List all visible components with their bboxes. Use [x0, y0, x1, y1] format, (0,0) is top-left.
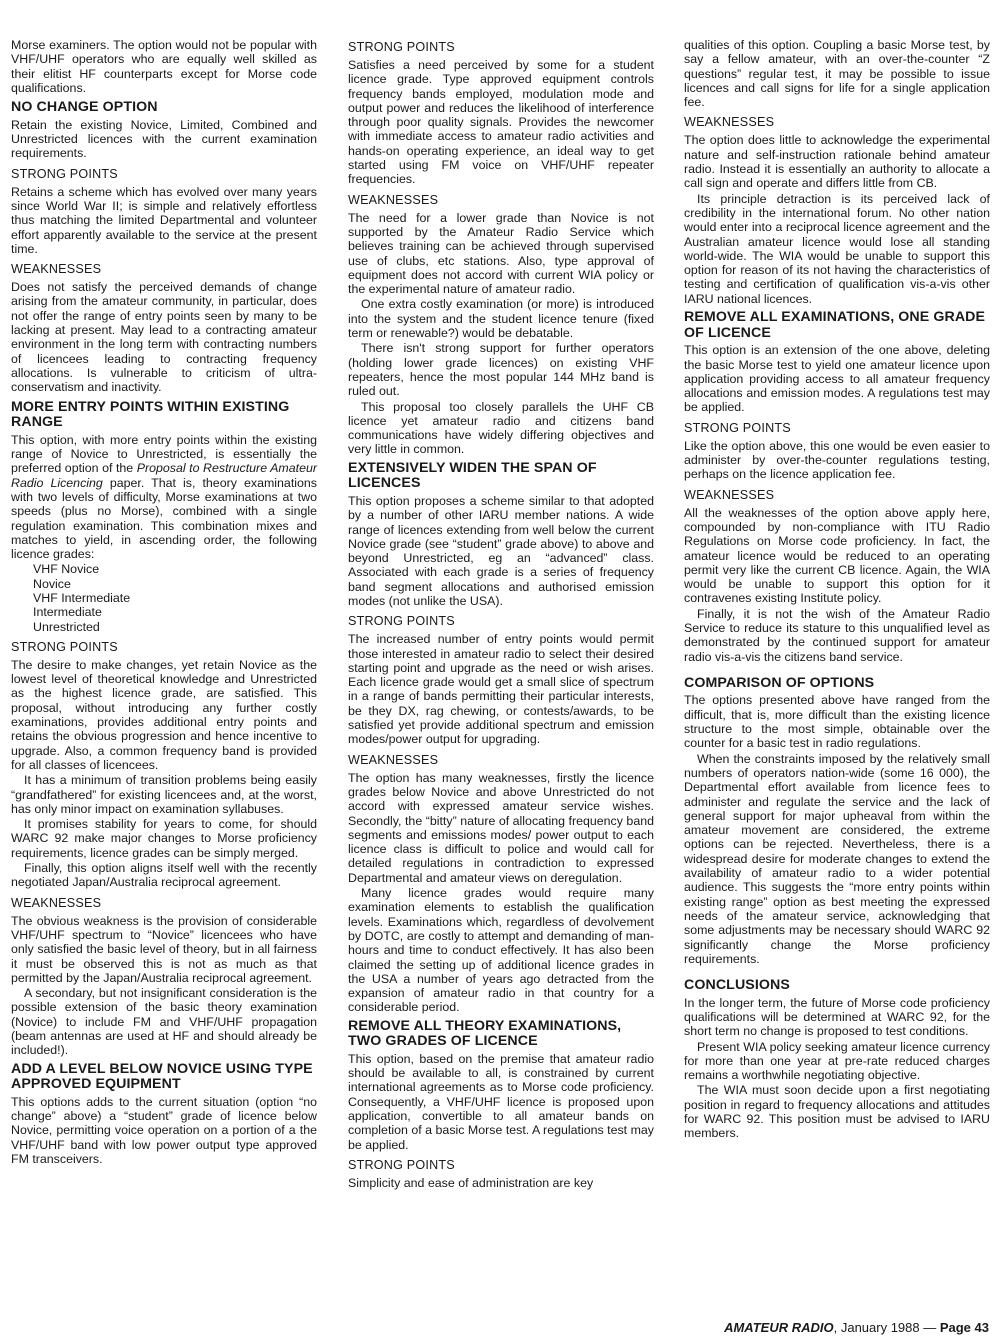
paragraph: Like the option above, this one would be even easier to administer by over-the-counter regulations testing, perhaps on the licence application fee.	[684, 438, 990, 482]
paragraph: Finally, this option aligns itself well with the recently negotiated Japan/Australia reciprocal agreement.	[11, 861, 317, 890]
paragraph: In the longer term, the future of Morse code proficiency qualifications will be determined at WARC 92, for the short term no change is proposed to test conditions.	[684, 995, 990, 1039]
paragraph: Retain the existing Novice, Limited, Combined and Unrestricted licences with the current examination requirements.	[11, 117, 317, 161]
column-1	[11, 38, 317, 1171]
paper-title: Proposal to Restructure Amateur Radio Licencing	[11, 461, 317, 490]
section-heading: REMOVE ALL THEORY EXAMINATIONS, TWO GRADES OF LICENCE	[348, 1017, 622, 1050]
paragraph: Finally, it is not the wish of the Amateur Radio Service to reduce its stature to this unqualified level as demonstrated by the continued support for amateur radio vis-a-vis the citizens band service.	[684, 606, 990, 664]
paragraph: There isn't strong support for further operators (holding lower grade licences) on existing VHF repeaters, hence the most popular 144 MHz band is ruled out.	[348, 341, 654, 399]
text-run: paper. That is, theory examinations with two levels of difficulty, Morse examinations at two speeds (plus no Morse), combined with a single regulation examination. This combination mixes and matches to yield, in ascending order, the following licence grades:	[11, 475, 317, 562]
paragraph: The need for a lower grade than Novice is not supported by the Amateur Radio Service which believes training can be achieved through supervised use of clubs, etc stations. Also, type approval of equipment does not accord with current WIA policy or the experimental nature of amateur radio.	[348, 210, 654, 297]
page-number: Page 43	[939, 1320, 989, 1335]
paragraph: The increased number of entry points would permit those interested in amateur radio to select their desired starting point and upgrade as the need or wish arises. Each licence grade would get a small slice of spectrum in a range of bands permitting their particular interests, be they DX, rag chewing, or contests/awards, to be satisfied yet provide additional spectrum and emission modes/power output for upgrading.	[348, 632, 654, 747]
paragraph: It promises stability for years to come, for should WARC 92 make major changes to Morse proficiency requirements, licence grades can be simply merged.	[11, 817, 317, 860]
section-heading: REMOVE ALL EXAMINATIONS, ONE GRADE OF LICENCE	[684, 309, 986, 341]
paragraph: qualities of this option. Coupling a basic Morse test, by say a fellow amateur, with an over-the-counter “Z questions” regular test, it may be possible to issue licences and call signs for life for a single application fee.	[684, 38, 990, 110]
subheading-weaknesses: WEAKNESSES	[684, 487, 775, 502]
paragraph: This option proposes a scheme similar to that adopted by a number of other IARU member nations. A wide range of licences extending from well below the current Novice grade (see “student” grade above) to above and beyond Unrestricted, eg an “advanced” class. Associated with each grade is a series of frequency band segment allocations and authorised emission modes (not unlike the USA).	[348, 493, 654, 608]
paragraph: This option is an extension of the one above, deleting the basic Morse test to yield one amateur licence upon application providing access to all amateur frequency allocations and emission modes. A regulations test may be applied.	[684, 343, 990, 415]
subheading-strong-points: STRONG POINTS	[11, 639, 118, 654]
subheading-weaknesses: WEAKNESSES	[11, 262, 102, 277]
paragraph: Its principle detraction is its perceived lack of credibility in the international forum. No other nation would enter into a reciprocal licence agreement and the Australian amateur licence would lose all standing world-wide. The WIA would be unable to support this option for reason of its not having the characteristics of testing and certification of qualification vis-a-vis other IARU national licences.	[684, 191, 990, 306]
paragraph: The desire to make changes, yet retain Novice as the lowest level of theoretical knowledge and Unrestricted as the highest licence grade, are satisfied. This proposal, without introducing any further costly examinations, provides additional entry points and retains the obvious progression and hence incentive to upgrade. Also, a common frequency band is provided for all classes of licencees.	[11, 657, 317, 772]
paragraph: This proposal too closely parallels the UHF CB licence yet amateur radio and citizens band communications have widely differing objectives and very little in common.	[348, 399, 654, 457]
subheading-weaknesses: WEAKNESSES	[684, 115, 775, 130]
paragraph: This options adds to the current situation (option “no change” above) a “student” grade of licence below Novice, permitting voice operation on a portion of a the VHF/UHF band with low power output type approved FM transceivers.	[11, 1094, 317, 1166]
paragraph: Satisfies a need perceived by some for a student licence grade. Type approved equipment controls frequency bands employed, modulation mode and output power and reduces the likelihood of interference through poor quality signals. Provides the newcomer with immediate access to amateur radio activities and hands-on operating experience, an ideal way to get started using FM voice on VHF/UHF repeater frequencies.	[348, 58, 654, 187]
paragraph: Present WIA policy seeking amateur licence currency for more than one year at pre-rate reduced charges remains a worthwhile negotiating objective.	[684, 1039, 990, 1083]
paragraph: All the weaknesses of the option above apply here, compounded by non-compliance with ITU Radio Regulations on Morse code proficiency. In fact, the amateur licence would be reduced to an operating permit very like the current CB licence. Again, the WIA would be unable to support this option for it contravenes existing Institute policy.	[684, 505, 990, 606]
paragraph: It has a minimum of transition problems being easily “grandfathered” for existing licencees and, at the worst, has only minor impact on examination syllabuses.	[11, 773, 317, 816]
subheading-strong-points: STRONG POINTS	[348, 40, 455, 54]
text-run: This option, with more entry points within the existing range of Novice to Unrestricted, is essentially the preferred option of the	[11, 432, 317, 476]
list-item: Intermediate	[33, 605, 102, 620]
page-footer	[724, 1320, 989, 1335]
section-heading: EXTENSIVELY WIDEN THE SPAN OF LICENCES	[348, 459, 597, 492]
list-item: Unrestricted	[33, 619, 100, 634]
licence-grade-list	[11, 562, 317, 633]
paragraph: The WIA must soon decide upon a first negotiating position in regard to frequency allocations and attitudes for WARC 92. This position must be advised to IARU members.	[684, 1083, 990, 1141]
list-item: VHF Intermediate	[33, 590, 131, 605]
paragraph: Morse examiners. The option would not be popular with VHF/UHF operators who are equally well skilled as their elitist HF counterparts except for Morse code qualifications.	[11, 38, 317, 95]
paragraph: The obvious weakness is the provision of considerable VHF/UHF spectrum to “Novice” licencees who have only satisfied the basic level of theory, but in all fairness it must be observed this is not as much as that permitted by the Japan/Australia reciprocal agreement.	[11, 913, 317, 985]
subheading-strong-points: STRONG POINTS	[348, 614, 455, 629]
issue-date: , January 1988 —	[833, 1320, 940, 1335]
subheading-strong-points: STRONG POINTS	[11, 166, 118, 181]
paragraph: A secondary, but not insignificant consideration is the possible extension of the basic theory examination (Novice) to include FM and VHF/UHF propagation (beam antennas are used at HF and should already be included!).	[11, 986, 317, 1058]
paragraph: Retains a scheme which has evolved over many years since World War II; is simple and relatively effortless thus matching the limited Departmental and volunteer effort apparently available to the service at the present time.	[11, 184, 317, 256]
section-heading: CONCLUSIONS	[684, 977, 790, 994]
section-heading: ADD A LEVEL BELOW NOVICE USING TYPE APPROVED EQUIPMENT	[11, 1060, 313, 1093]
paragraph: One extra costly examination (or more) is introduced into the system and the student licence tenure (fixed term or renewable?) would be debatable.	[348, 297, 654, 341]
paragraph: Does not satisfy the perceived demands of change arising from the amateur community, in particular, does not offer the range of entry points seen by many to be lacking at present. May lead to a contracting amateur environment in the long term with contracting numbers of licencees leading to contracting frequency allocations. Is vulnerable to criticism of ultra-conservatism and inactivity.	[11, 280, 317, 395]
list-item: Novice	[33, 576, 71, 591]
column-3	[684, 38, 990, 1142]
paragraph	[11, 433, 317, 562]
paragraph: Simplicity and ease of administration are key	[348, 1175, 594, 1190]
section-heading: NO CHANGE OPTION	[11, 99, 158, 116]
subheading-weaknesses: WEAKNESSES	[348, 192, 439, 207]
subheading-weaknesses: WEAKNESSES	[11, 895, 102, 910]
section-heading: COMPARISON OF OPTIONS	[684, 674, 875, 691]
publication-name: AMATEUR RADIO	[724, 1320, 834, 1335]
subheading-strong-points: STRONG POINTS	[684, 420, 791, 435]
subheading-strong-points: STRONG POINTS	[348, 1157, 455, 1172]
subheading-weaknesses: WEAKNESSES	[348, 752, 439, 767]
paragraph: The options presented above have ranged from the difficult, that is, more difficult than the existing licence structure to the most simple, obtainable over the counter for a basic test in radio regulations.	[684, 693, 990, 751]
section-heading: MORE ENTRY POINTS WITHIN EXISTING RANGE	[11, 398, 290, 431]
paragraph: The option has many weaknesses, firstly the licence grades below Novice and above Unrestricted do not accord with expressed amateur service wishes. Secondly, the “bitty” nature of allocating frequency band segments and emissions modes/ power output to each licence class is difficult to police and would call for detailed regulations in contradiction to expressed Departmental and amateur views on deregulation.	[348, 770, 654, 885]
list-item: VHF Novice	[33, 562, 100, 577]
paragraph: This option, based on the premise that amateur radio should be available to all, is constrained by current international agreements as to Morse code proficiency. Consequently, a VHF/UHF licence is proposed upon application, convertible to all amateur bands on completion of a basic Morse test. A regulations test may be applied.	[348, 1051, 654, 1152]
paragraph: Many licence grades would require many examination elements to establish the qualification levels. Examinations which, regardless of devolvement by DOTC, are costly to attempt and demanding of man-hours and time to conduct effectively. It has also been claimed the setting up of additional licence grades in the USA a number of years ago detracted from the expansion of amateur radio in that country for a considerable period.	[348, 886, 654, 1015]
column-2	[348, 38, 654, 1195]
paragraph: When the constraints imposed by the relatively small numbers of operators nation-wide (some 16 000), the Departmental effort available from licence fees to administer and regulate the service and the lack of general support for major upheaval from within the amateur movement are considered, the extreme options can be rejected. Nevertheless, there is a widespread desire for moderate changes to extend the availability of amateur radio to a wider potential audience. This suggests the “more entry points within existing range” option as best meeting the expressed needs of the amateur service, acknowledging that some adjustments may be necessary should WARC 92 significantly change the Morse proficiency requirements.	[684, 751, 990, 966]
paragraph: The option does little to acknowledge the experimental nature and self-instruction rationale behind amateur radio. Instead it is essentially an authority to allocate a call sign and operate and differs little from CB.	[684, 133, 990, 191]
